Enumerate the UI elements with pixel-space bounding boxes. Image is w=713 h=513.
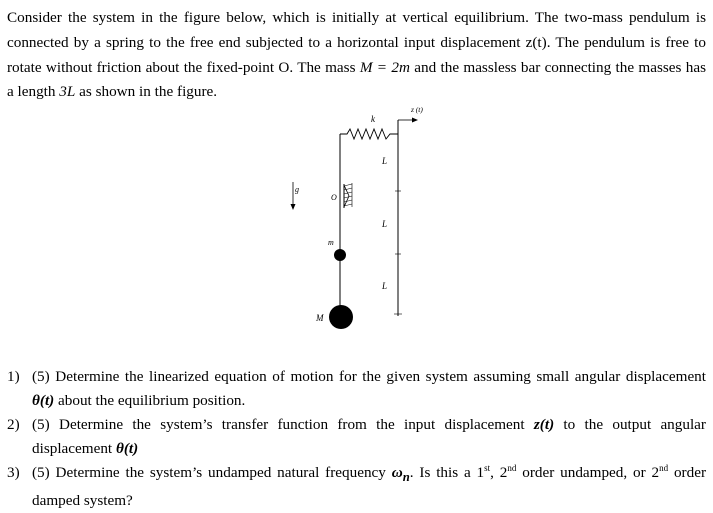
question-text: order damped system? [32, 464, 707, 510]
theta-symbol: θ(t) [32, 392, 55, 409]
question-marks: (5) [32, 464, 50, 481]
question-1 [7, 365, 706, 413]
problem-statement [7, 6, 706, 105]
theta-symbol: θ(t) [115, 440, 139, 457]
ordinal-suffix: nd [507, 462, 517, 473]
input-label: z (t) [411, 105, 423, 114]
spring [340, 129, 398, 139]
ordinal-suffix: nd [659, 462, 669, 473]
question-list [7, 365, 706, 513]
length-label-1: L [382, 156, 388, 166]
question-marks: (5) [32, 368, 50, 385]
big-mass [329, 305, 353, 329]
question-number: 1) [7, 368, 20, 385]
small-mass [334, 249, 346, 261]
question-marks: (5) [32, 416, 50, 433]
question-text: Determine the system’s undamped natural frequency [49, 464, 392, 481]
question-text: . Is this a 1 [409, 464, 485, 481]
question-text: Determine the system’s transfer function from the input displacement [49, 416, 534, 433]
gravity-label: g [295, 185, 299, 194]
question-text: about the equilibrium position. [54, 392, 246, 409]
length-label-2: L [382, 219, 388, 229]
question-number: 2) [7, 416, 20, 433]
omega-symbol: ω [391, 464, 403, 481]
big-mass-label: M [316, 313, 324, 323]
mass-equation: M = 2m [359, 58, 410, 76]
input-arrow [398, 118, 418, 123]
pivot-support [344, 183, 352, 208]
question-number: 3) [7, 464, 20, 481]
pivot-label: O [331, 193, 337, 202]
length-label-3: L [382, 281, 388, 291]
question-text: Determine the linearized equation of motion for the given system assuming small angular displacement [49, 368, 706, 385]
intro-text-2: and the massless bar connecting the masses has a length [7, 58, 706, 101]
intro-text-3: as shown in the figure. [75, 83, 218, 101]
question-text: , 2 [490, 464, 508, 481]
z-symbol: z(t) [533, 416, 555, 433]
question-text: order undamped, or 2 [516, 464, 660, 481]
small-mass-label: m [328, 238, 334, 247]
pendulum-figure [280, 100, 440, 332]
question-2 [7, 413, 706, 461]
length-equation: 3L [59, 83, 76, 101]
question-3 [7, 461, 706, 513]
ordinal-suffix: st [484, 462, 491, 473]
omega-subscript: n [402, 470, 410, 485]
question-text: to the output angular displacement [32, 416, 706, 457]
spring-label: k [371, 114, 375, 124]
intro-text-1: Consider the system in the figure below, which is initially at vertical equilibrium. The two-mass pendulum is connected by a spring to the free end subjected to a horizontal input displacement z(t). The pendulum is free to rotate without friction about the fixed-point O. The mass [7, 9, 706, 76]
